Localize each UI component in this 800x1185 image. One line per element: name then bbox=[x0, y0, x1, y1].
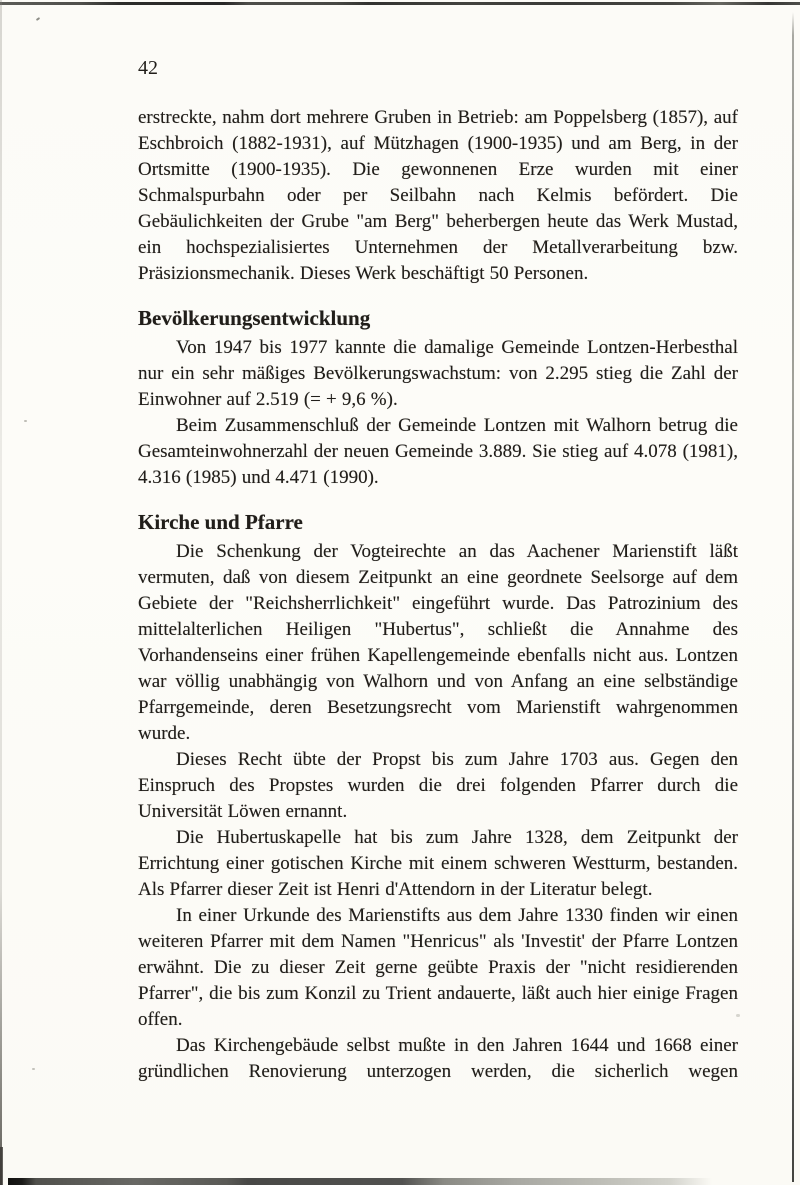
scan-artifact-left-edge bbox=[0, 0, 2, 1185]
scan-speck bbox=[32, 1068, 35, 1070]
scan-artifact-right-edge bbox=[792, 12, 794, 1182]
scan-speck bbox=[36, 17, 40, 21]
paragraph-mining-continuation: erstreckte, nahm dort mehrere Gruben in Betrieb: am Poppelsberg (1857), auf Eschbroich (1882-1931), auf Mützhagen (1900-1935) und am Berg, in der Ortsmitte (1900-1935). Die gewonnenen Erze wurden mit einer Schmalspurbahn oder per Seilbahn nach Kelmis befördert. Die Gebäulichkeiten der Grube "am Berg" beherbergen heute das Werk Mustad, ein hochspezialisiertes Unternehmen der Metallverarbeitung bzw. Präsizionsmechanik. Dieses Werk beschäftigt 50 Personen. bbox=[138, 107, 738, 284]
paragraph-population-growth: Von 1947 bis 1977 kannte die damalige Gemeinde Lontzen-Herbesthal nur ein sehr mäßiges Bevölkerungswachstum: von 2.295 stieg die Zahl der Einwohner auf 2.519 (= + 9,6 %). bbox=[138, 337, 738, 410]
paragraph-propst-right: Dieses Recht übte der Propst bis zum Jahre 1703 aus. Gegen den Einspruch des Propstes wurden die drei folgenden Pfarrer durch die Universität Löwen ernannt. bbox=[138, 749, 738, 822]
page-number: 42 bbox=[138, 57, 158, 79]
scan-artifact-left-corner bbox=[0, 1147, 3, 1185]
scan-artifact-top-edge bbox=[0, 2, 800, 5]
section-heading-population: Bevölkerungsentwicklung bbox=[138, 306, 371, 330]
scan-artifact-bottom-edge bbox=[8, 1178, 712, 1185]
paragraph-urkunde-1330: In einer Urkunde des Marienstifts aus dem Jahre 1330 finden wir einen weiteren Pfarrer mit dem Namen "Henricus" als 'Investit' der Pfarre Lontzen erwähnt. Die zu dieser Zeit gerne geübte Praxis der "nicht residierenden Pfarrer", die bis zum Konzil zu Trient andauerte, läßt auch hier einige Fragen offen. bbox=[138, 905, 738, 1030]
paragraph-hubertuskapelle: Die Hubertuskapelle hat bis zum Jahre 1328, dem Zeitpunkt der Errichtung einer gotischen Kirche mit einem schweren Westturm, bestanden. Als Pfarrer dieser Zeit ist Henri d'Attendorn in der Literatur belegt. bbox=[138, 827, 738, 900]
scan-speck bbox=[24, 420, 27, 422]
section-heading-church: Kirche und Pfarre bbox=[138, 510, 303, 534]
paragraph-vogteirechte: Die Schenkung der Vogteirechte an das Aachener Marienstift läßt vermuten, daß von diesem Zeitpunkt an eine geordnete Seelsorge auf dem Gebiete der "Reichsherrlichkeit" eingeführt wurde. Das Patrozinium des mittelalterlichen Heiligen "Hubertus", schließt die Annahme des Vorhandenseins einer frühen Kapellengemeinde ebenfalls nicht aus. Lontzen war völlig unabhängig von Walhorn und von Anfang an eine selbständige Pfarrgemeinde, deren Besetzungsrecht vom Marienstift wahrgenommen wurde. bbox=[138, 541, 738, 744]
paragraph-municipal-merger: Beim Zusammenschluß der Gemeinde Lontzen mit Walhorn betrug die Gesamteinwohnerzahl der neuen Gemeinde 3.889. Sie stieg auf 4.078 (1981), 4.316 (1985) und 4.471 (1990). bbox=[138, 415, 738, 488]
page-content bbox=[138, 55, 738, 1085]
paragraph-kirchengebaeude: Das Kirchengebäude selbst mußte in den Jahren 1644 und 1668 einer gründlichen Renovierung unterzogen werden, die sicherlich wegen bbox=[138, 1035, 738, 1082]
